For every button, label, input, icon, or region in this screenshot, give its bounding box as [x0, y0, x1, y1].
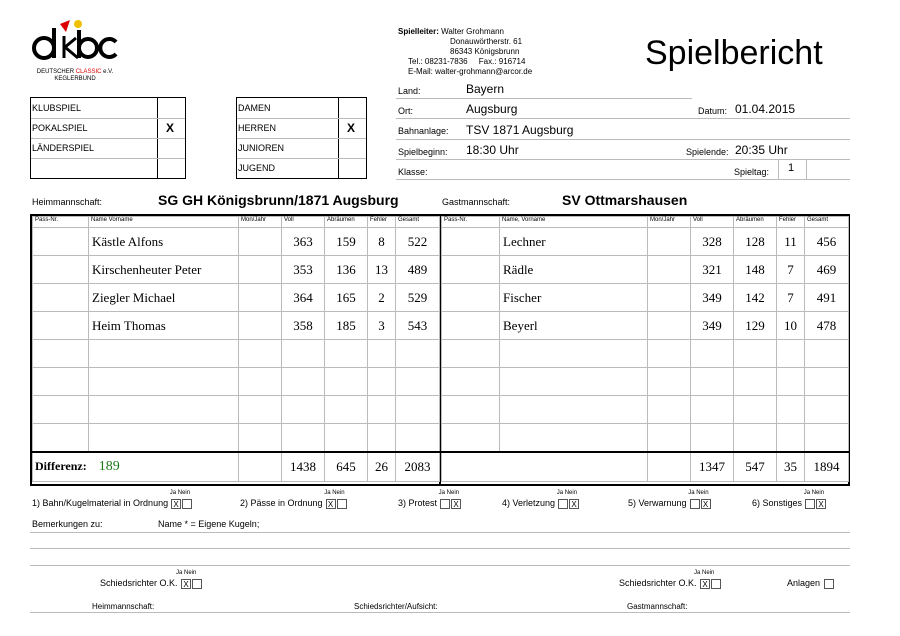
voll-cell	[282, 424, 325, 452]
abr-cell: 159	[325, 228, 368, 256]
table-row	[442, 228, 849, 256]
header-mon: Mon/Jahr	[648, 217, 691, 228]
mon-cell	[239, 284, 282, 312]
anlagen-label: Anlagen	[787, 578, 834, 589]
guest-label: Gastmannschaft:	[442, 197, 511, 207]
abr-cell: 129	[734, 312, 777, 340]
header-abr: Abräumen	[734, 217, 777, 228]
name-cell: Rädle	[500, 256, 648, 284]
bemerkungen-text: Name * = Eigene Kugeln;	[158, 519, 260, 529]
table-row	[442, 256, 849, 284]
pass-cell	[442, 256, 500, 284]
header-gesamt: Gesamt	[805, 217, 849, 228]
page-title: Spielbericht	[645, 34, 823, 72]
guest-total-empty	[442, 452, 648, 482]
check-nein-checkbox[interactable]	[337, 499, 347, 509]
beginn-label: Spielbeginn:	[398, 147, 448, 157]
gesamt-cell: 543	[396, 312, 440, 340]
header-abr: Abräumen	[325, 217, 368, 228]
ende-value: 20:35 Uhr	[735, 143, 788, 157]
mon-cell	[239, 424, 282, 452]
fehler-cell	[368, 340, 396, 368]
voll-cell	[282, 340, 325, 368]
fehler-cell	[368, 424, 396, 452]
voll-cell	[691, 368, 734, 396]
voll-cell	[691, 340, 734, 368]
classes-label: JUNIOREN	[238, 143, 285, 153]
check-label: 1) Bahn/Kugelmaterial in Ordnung	[32, 498, 169, 508]
mon-cell	[648, 312, 691, 340]
voll-cell: 364	[282, 284, 325, 312]
home-players-table	[32, 216, 440, 482]
differenz-label: Differenz:	[35, 458, 87, 473]
pass-cell	[33, 368, 89, 396]
datum-label: Datum:	[698, 106, 728, 116]
mon-cell	[648, 256, 691, 284]
table-row	[33, 424, 440, 452]
check-label: 2) Pässe in Ordnung	[240, 498, 323, 508]
header-row	[442, 217, 849, 228]
fehler-cell	[777, 424, 805, 452]
name-cell: Kirschenheuter Peter	[89, 256, 239, 284]
types-label: KLUBSPIEL	[32, 103, 82, 113]
voll-cell: 358	[282, 312, 325, 340]
mon-cell	[648, 228, 691, 256]
check-line	[628, 498, 711, 509]
datum-value: 01.04.2015	[735, 102, 796, 116]
mon-cell	[648, 396, 691, 424]
fehler-cell	[777, 340, 805, 368]
abr-cell	[734, 368, 777, 396]
pass-cell	[442, 368, 500, 396]
header-voll: Voll	[282, 217, 325, 228]
guest-team: SV Ottmarshausen	[562, 192, 688, 208]
table-row	[442, 424, 849, 452]
check-label: 3) Protest	[398, 498, 438, 508]
check-ja-checkbox[interactable]	[690, 499, 700, 509]
gesamt-cell: 522	[396, 228, 440, 256]
gesamt-cell	[805, 424, 849, 452]
table-row	[33, 396, 440, 424]
land-label: Land:	[398, 86, 421, 96]
gesamt-cell: 489	[396, 256, 440, 284]
fehler-total: 26	[368, 452, 396, 482]
voll-cell: 353	[282, 256, 325, 284]
check-janein: Ja Nein	[803, 490, 825, 496]
fehler-cell: 7	[777, 284, 805, 312]
voll-total: 1438	[282, 452, 325, 482]
total-row	[442, 452, 849, 482]
abr-cell	[325, 368, 368, 396]
voll-cell	[282, 396, 325, 424]
check-item	[502, 490, 579, 509]
pass-cell	[33, 396, 89, 424]
janein-schiri-left: Ja Nein	[176, 570, 197, 576]
check-label: 4) Verletzung	[502, 498, 556, 508]
anlagen-checkbox[interactable]	[824, 579, 834, 589]
pass-cell	[33, 284, 89, 312]
bahn-value: TSV 1871 Augsburg	[466, 123, 574, 137]
name-cell: Heim Thomas	[89, 312, 239, 340]
gesamt-cell	[805, 368, 849, 396]
fehler-cell: 11	[777, 228, 805, 256]
schiri-right-nein-checkbox[interactable]	[711, 579, 721, 589]
name-cell: Fischer	[500, 284, 648, 312]
spielleiter-street: Donauwörtherstr. 61	[450, 37, 523, 46]
name-cell: Kästle Alfons	[89, 228, 239, 256]
schiri-left-label: Schiedsrichter O.K. X	[100, 578, 202, 589]
types-mark[interactable]: X	[165, 121, 174, 135]
abr-total: 645	[325, 452, 368, 482]
mon-cell	[239, 228, 282, 256]
abr-cell	[734, 424, 777, 452]
name-cell	[89, 396, 239, 424]
table-row	[33, 256, 440, 284]
spielleiter-label: Spielleiter:	[398, 27, 439, 36]
spieltag-label: Spieltag:	[734, 167, 770, 177]
mon-cell	[239, 368, 282, 396]
classes-label: HERREN	[238, 123, 277, 133]
klasse-label: Klasse:	[398, 167, 428, 177]
gesamt-cell	[396, 340, 440, 368]
janein-schiri-right: Ja Nein	[694, 570, 715, 576]
pass-cell	[33, 340, 89, 368]
mon-total	[648, 452, 691, 482]
abr-cell	[325, 340, 368, 368]
header-voll: Voll	[691, 217, 734, 228]
types-label: POKALSPIEL	[32, 123, 88, 133]
logo-graphic-icon	[30, 18, 120, 64]
check-nein-checkbox[interactable]	[182, 499, 192, 509]
name-cell	[500, 368, 648, 396]
spieltag-value: 1	[788, 162, 795, 174]
gesamt-cell	[396, 396, 440, 424]
pass-cell	[33, 256, 89, 284]
abr-cell: 128	[734, 228, 777, 256]
differenz-cell	[33, 452, 239, 482]
home-team: SG GH Königsbrunn/1871 Augsburg	[158, 192, 399, 208]
sig-ref: Schiedsrichter/Aufsicht:	[354, 602, 438, 611]
check-ja-checkbox[interactable]: X	[326, 499, 336, 509]
check-line	[32, 498, 192, 509]
check-ja-checkbox[interactable]: X	[171, 499, 181, 509]
voll-cell: 363	[282, 228, 325, 256]
ort-value: Augsburg	[466, 102, 518, 116]
types-row	[32, 123, 186, 143]
mon-cell	[648, 284, 691, 312]
spielleiter-tel: Tel.: 08231-7836	[408, 57, 468, 66]
types-row	[32, 103, 186, 123]
classes-row	[238, 123, 367, 143]
sig-home: Heimmannschaft:	[92, 602, 155, 611]
pass-cell	[442, 396, 500, 424]
mon-cell	[648, 424, 691, 452]
gesamt-total: 2083	[396, 452, 440, 482]
check-janein: Ja Nein	[438, 490, 460, 496]
pass-cell	[33, 228, 89, 256]
check-nein-checkbox[interactable]: X	[816, 499, 826, 509]
check-item	[752, 490, 826, 509]
gesamt-cell	[805, 340, 849, 368]
types-label: LÄNDERSPIEL	[32, 143, 95, 153]
differenz-value: 189	[98, 458, 120, 474]
check-janein: Ja Nein	[324, 490, 345, 496]
fehler-cell: 13	[368, 256, 396, 284]
fehler-cell: 2	[368, 284, 396, 312]
spielleiter-name: Walter Grohmann	[441, 27, 504, 36]
sig-guest: Gastmannschaft:	[627, 602, 688, 611]
check-line	[752, 498, 826, 509]
schiri-left-nein-checkbox[interactable]	[192, 579, 202, 589]
name-cell	[500, 340, 648, 368]
spielleiter-email: E-Mail: walter-grohmann@arcor.de	[408, 67, 533, 76]
voll-cell	[691, 424, 734, 452]
check-janein: Ja Nein	[169, 490, 191, 496]
name-cell: Lechner	[500, 228, 648, 256]
header-pass: Pass-Nr.	[33, 217, 89, 228]
check-item	[240, 490, 347, 509]
gesamt-cell: 456	[805, 228, 849, 256]
mon-total	[239, 452, 282, 482]
schiri-right-ja-checkbox[interactable]: X	[700, 579, 710, 589]
pass-cell	[442, 424, 500, 452]
abr-cell: 142	[734, 284, 777, 312]
mon-cell	[239, 396, 282, 424]
voll-cell: 349	[691, 312, 734, 340]
check-ja-checkbox[interactable]	[805, 499, 815, 509]
name-cell: Ziegler Michael	[89, 284, 239, 312]
fehler-cell	[368, 368, 396, 396]
classes-row	[238, 143, 367, 163]
table-row	[33, 312, 440, 340]
classes-label: JUGEND	[238, 163, 276, 173]
spielleiter-fax: Fax.: 916714	[478, 57, 526, 66]
voll-total: 1347	[691, 452, 734, 482]
ort-label: Ort:	[398, 106, 413, 116]
name-cell	[89, 424, 239, 452]
check-line	[240, 498, 347, 509]
check-nein-checkbox[interactable]: X	[451, 499, 461, 509]
header-fehler: Fehler	[368, 217, 396, 228]
ende-label: Spielende:	[686, 147, 729, 157]
table-row	[33, 368, 440, 396]
abr-cell: 136	[325, 256, 368, 284]
voll-cell	[282, 368, 325, 396]
table-row	[442, 396, 849, 424]
header-pass: Pass-Nr.	[442, 217, 500, 228]
table-row	[442, 340, 849, 368]
bahn-label: Bahnanlage:	[398, 126, 449, 136]
fehler-cell	[777, 368, 805, 396]
pass-cell	[33, 424, 89, 452]
home-label: Heimmannschaft:	[32, 197, 103, 207]
check-janein: Ja Nein	[688, 490, 709, 496]
gesamt-cell	[396, 368, 440, 396]
table-row	[442, 368, 849, 396]
classes-label: DAMEN	[238, 103, 271, 113]
name-cell	[500, 396, 648, 424]
check-line	[398, 498, 461, 509]
name-cell	[89, 368, 239, 396]
pass-cell	[442, 340, 500, 368]
gesamt-cell: 478	[805, 312, 849, 340]
pass-cell	[33, 312, 89, 340]
name-cell	[500, 424, 648, 452]
voll-cell: 328	[691, 228, 734, 256]
fehler-cell: 3	[368, 312, 396, 340]
gesamt-cell	[396, 424, 440, 452]
fehler-total: 35	[777, 452, 805, 482]
spielleiter-city: 86343 Königsbrunn	[450, 47, 520, 56]
table-row	[33, 284, 440, 312]
check-nein-checkbox[interactable]: X	[569, 499, 579, 509]
fehler-cell	[777, 396, 805, 424]
name-cell	[89, 340, 239, 368]
abr-total: 547	[734, 452, 777, 482]
classes-mark[interactable]: X	[346, 121, 355, 135]
pass-cell	[442, 284, 500, 312]
beginn-value: 18:30 Uhr	[466, 143, 519, 157]
table-row	[442, 284, 849, 312]
fehler-cell: 7	[777, 256, 805, 284]
check-ja-checkbox[interactable]	[558, 499, 568, 509]
fehler-cell: 10	[777, 312, 805, 340]
check-item	[32, 490, 192, 509]
abr-cell	[734, 340, 777, 368]
voll-cell	[691, 396, 734, 424]
header-row	[33, 217, 440, 228]
types-row	[32, 143, 186, 163]
gesamt-cell: 491	[805, 284, 849, 312]
voll-cell: 321	[691, 256, 734, 284]
abr-cell	[734, 396, 777, 424]
gesamt-cell: 529	[396, 284, 440, 312]
check-ja-checkbox[interactable]	[440, 499, 450, 509]
spielleiter-block	[398, 27, 532, 77]
gesamt-cell	[805, 396, 849, 424]
mon-cell	[239, 256, 282, 284]
schiri-right-label: Schiedsrichter O.K. X	[619, 578, 721, 589]
mon-cell	[648, 368, 691, 396]
fehler-cell	[368, 396, 396, 424]
table-row	[33, 228, 440, 256]
abr-cell: 185	[325, 312, 368, 340]
pass-cell	[442, 312, 500, 340]
header-mon: Mon/Jahr	[239, 217, 282, 228]
header-name_l: Name Vorname	[89, 217, 239, 228]
check-label: 6) Sonstiges	[752, 498, 803, 508]
gesamt-cell: 469	[805, 256, 849, 284]
check-item	[628, 490, 711, 509]
check-label: 5) Verwarnung	[628, 498, 687, 508]
abr-cell	[325, 424, 368, 452]
name-cell: Beyerl	[500, 312, 648, 340]
guest-players-table	[441, 216, 849, 482]
table-row	[442, 312, 849, 340]
check-janein: Ja Nein	[556, 490, 578, 496]
dckb-logo	[30, 18, 120, 82]
header-gesamt: Gesamt	[396, 217, 440, 228]
check-nein-checkbox[interactable]: X	[701, 499, 711, 509]
bemerkungen-label: Bemerkungen zu:	[32, 519, 103, 529]
logo-text: DEUTSCHER CLASSIC e.V. KEGLERBUND	[36, 69, 114, 82]
classes-row	[238, 103, 367, 123]
abr-cell: 165	[325, 284, 368, 312]
abr-cell	[325, 396, 368, 424]
fehler-cell: 8	[368, 228, 396, 256]
total-row	[33, 452, 440, 482]
mon-cell	[239, 312, 282, 340]
mon-cell	[239, 340, 282, 368]
types-row	[32, 163, 186, 183]
header-name_r: Name, Vorname	[500, 217, 648, 228]
land-value: Bayern	[466, 82, 505, 96]
pass-cell	[442, 228, 500, 256]
mon-cell	[648, 340, 691, 368]
schiri-left-ja-checkbox[interactable]: X	[181, 579, 191, 589]
voll-cell: 349	[691, 284, 734, 312]
table-row	[33, 340, 440, 368]
abr-cell: 148	[734, 256, 777, 284]
gesamt-total: 1894	[805, 452, 849, 482]
check-line	[502, 498, 579, 509]
header-fehler: Fehler	[777, 217, 805, 228]
check-item	[398, 490, 461, 509]
classes-row	[238, 163, 367, 183]
